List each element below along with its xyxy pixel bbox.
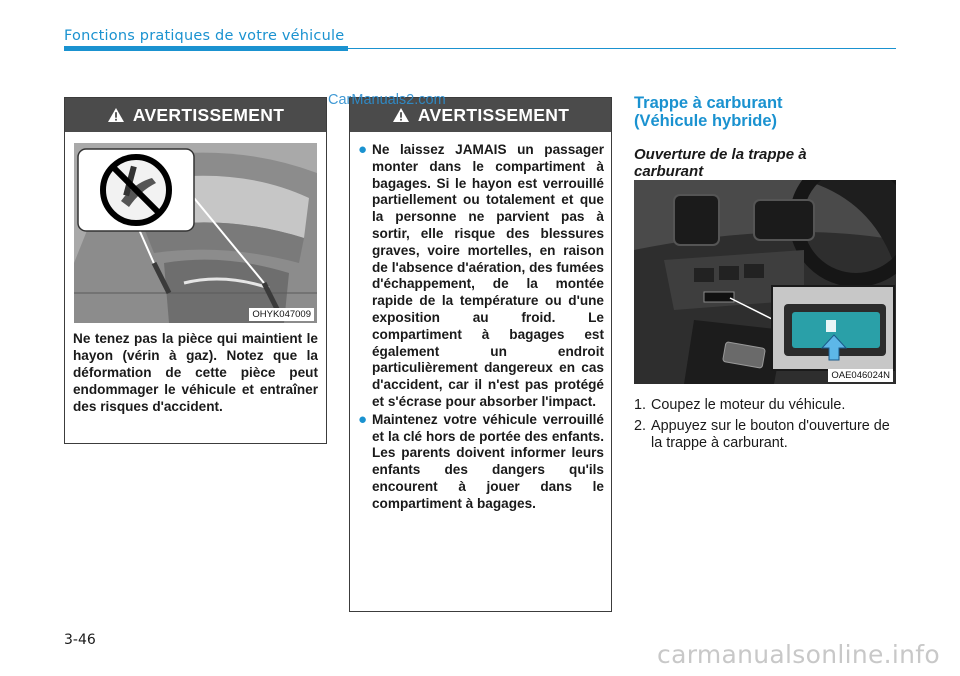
page-number: 3-46 (64, 632, 96, 648)
step-item (634, 418, 896, 453)
warning-item-text: Maintenez votre véhicule verrouillé et la clé hors de portée des enfants. Les parents doivent informer leurs enfants des dangers qu'ils encourent à jouer dans le compartiment à bagages. (372, 411, 604, 511)
tailgate-illustration (74, 143, 317, 323)
watermark-link[interactable]: CarManuals2.com (328, 92, 446, 108)
tailgate-drawing (74, 143, 317, 323)
warning-list-item (358, 412, 604, 513)
warning-item-text: Ne laissez JAMAIS un passager monter dans le compartiment à bagages. Si le hayon est verrouillé partiellement ou totalement et que la personne ne parvient pas à sortir, elle risque des blessures graves, voire mortelles, en raison de l'absence d'aération, des fumées d'échappement, de la montée rapide de la température ou d'une exposition au froid. Le compartiment à bagages est également un endroit particulièrement dangereux en cas d'accident, car il n'est pas protégé et s'écrase pour absorber l'impact. (372, 142, 604, 409)
figure-code: OAE046024N (828, 369, 893, 382)
warning-list-item (358, 142, 604, 411)
bullet-dot-icon: ● (358, 410, 368, 428)
fuel-door-section (634, 94, 896, 451)
warning-box-middle (349, 97, 612, 612)
warning-header (65, 98, 326, 132)
section-heading-line1: Trappe à carburant (634, 94, 783, 112)
step-number: 2. (634, 417, 647, 434)
section-heading (634, 94, 896, 130)
warning-triangle-icon (107, 107, 125, 123)
section-title: Fonctions pratiques de votre véhicule (64, 28, 345, 44)
header-rule-thick (64, 46, 348, 51)
warning-box-left (64, 97, 327, 444)
figure-code: OHYK047009 (249, 308, 314, 321)
steps-list (634, 397, 896, 456)
fuel-door-button-photo (634, 180, 896, 384)
subheading (634, 146, 896, 180)
section-heading-line2: (Véhicule hybride) (634, 112, 778, 130)
step-item (634, 397, 896, 415)
warning-text: Ne tenez pas la pièce qui maintient le hayon (vérin à gaz). Notez que la déformation de cette pièce peut endommager le véhicule et entraîner des risques d'accident. (73, 331, 318, 414)
warning-list (358, 142, 604, 514)
step-text: Appuyez sur le bouton d'ouverture de la trappe à carburant. (651, 417, 890, 451)
warning-heading: AVERTISSEMENT (132, 104, 285, 125)
step-number: 1. (634, 397, 647, 413)
subheading-line2: carburant (634, 163, 704, 180)
dashboard-drawing (634, 180, 896, 384)
warning-heading: AVERTISSEMENT (417, 104, 570, 125)
step-text: Coupez le moteur du véhicule. (651, 397, 846, 413)
warning-triangle-icon (392, 107, 410, 123)
subheading-line1: Ouverture de la trappe à (634, 146, 807, 163)
footer-brand: carmanualsonline.info (657, 640, 940, 669)
header-rule-thin (348, 48, 896, 49)
bullet-dot-icon: ● (358, 141, 368, 158)
